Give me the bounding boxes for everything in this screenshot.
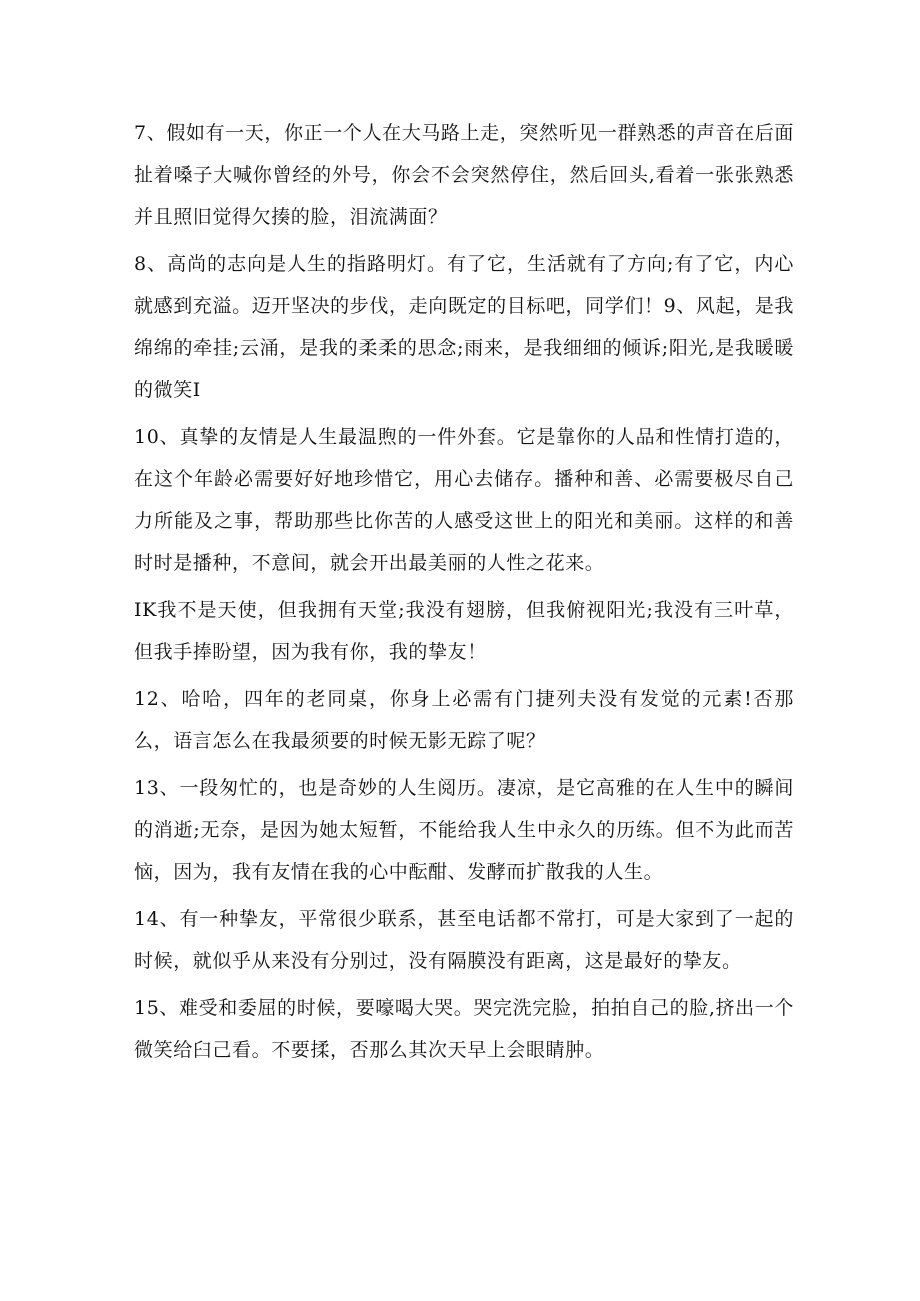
paragraph-11: IK我不是天使，但我拥有天堂;我没有翅膀，但我俯视阳光;我没有三叶草，但我手捧盼望，因为我有你，我的挚友！ [134,599,794,663]
paragraph-8-9: 8、高尚的志向是人生的指路明灯。有了它，生活就有了方向;有了它，内心就感到充溢。迈开坚决的步伐，走向既定的目标吧，同学们！9、风起，是我绵绵的牵挂;云涌，是我的柔柔的思念;雨来，是我细细的倾诉;阳光,是我暖暖的微笑I [134,253,794,401]
paragraph-12: 12、哈哈，四年的老同桌，你身上必需有门捷列夫没有发觉的元素!否那么，语言怎么在我最须要的时候无影无踪了呢？ [134,688,794,752]
document-body [134,112,794,1076]
paragraph-7: 7、假如有一天，你正一个人在大马路上走，突然听见一群熟悉的声音在后面扯着嗓子大喊你曾经的外号，你会不会突然停住，然后回头,看着一张张熟悉并且照旧觉得欠揍的脸，泪流满面？ [134,122,794,228]
paragraph-15: 15、难受和委屈的时候，要嚎喝大哭。哭完洗完脸，拍拍自己的脸,挤出一个微笑给臼己看。不要揉，否那么其次天早上会眼睛肿。 [134,997,794,1061]
paragraph-10: 10、真挚的友情是人生最温煦的一件外套。它是靠你的人品和性情打造的，在这个年龄必需要好好地珍惜它，用心去储存。播种和善、必需要极尽自己力所能及之事，帮助那些比你苦的人感受这世上的阳光和美丽。这样的和善时时是播种，不意间，就会开出最美丽的人性之花来。 [134,426,794,574]
paragraph-14: 14、有一种挚友，平常很少联系，甚至电话都不常打，可是大家到了一起的时候，就似乎从来没有分别过，没有隔膜没有距离，这是最好的挚友。 [134,908,794,972]
paragraph-13: 13、一段匆忙的，也是奇妙的人生阅历。凄凉，是它高雅的在人生中的瞬间的消逝;无奈，是因为她太短暂，不能给我人生中永久的历练。但不为此而苦恼，因为，我有友情在我的心中酝酣、发酵而扩散我的人生。 [134,777,794,883]
